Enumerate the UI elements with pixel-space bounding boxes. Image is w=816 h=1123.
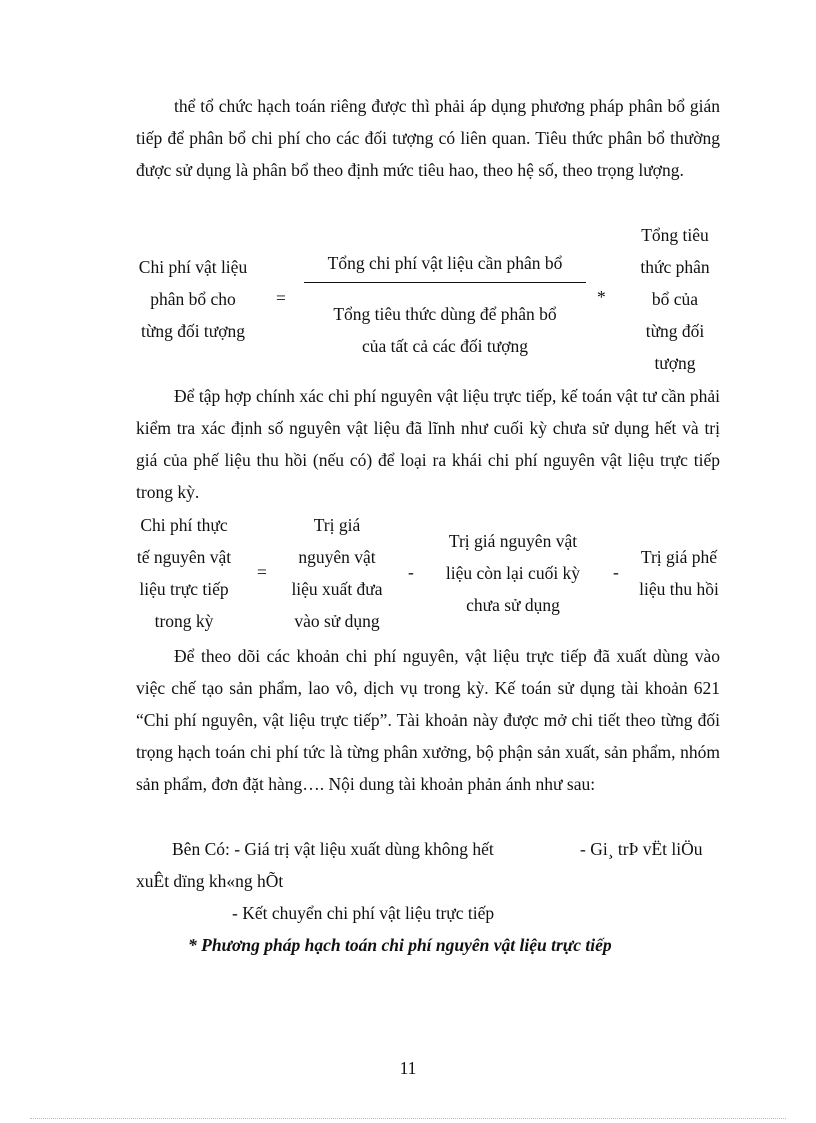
formula1-rhs-line: từng đối bbox=[645, 321, 705, 341]
formula2-lhs bbox=[124, 509, 244, 637]
formula1-lhs-line: từng đối tượng bbox=[140, 321, 246, 341]
formula2-term2 bbox=[425, 525, 601, 621]
formula2-term2-line: chưa sử dụng bbox=[466, 595, 560, 615]
footer-divider bbox=[30, 1118, 786, 1119]
formula2-term1-line: Trị giá bbox=[313, 515, 361, 535]
formula1-lhs bbox=[128, 251, 258, 347]
formula1-rhs-line: Tổng tiêu bbox=[641, 225, 709, 245]
section-heading: * Phương pháp hạch toán chi phí nguyên vật liệu trực tiếp bbox=[188, 935, 612, 955]
formula2-minus-1: - bbox=[408, 562, 414, 582]
formula1-lhs-line: Chi phí vật liệu bbox=[138, 257, 248, 277]
credit-side-line-1: Bên Có: - Giá trị vật liệu xuất dùng không hết bbox=[172, 839, 494, 859]
formula2-lhs-line: Chi phí thực bbox=[140, 515, 228, 535]
formula2-lhs-line: tế nguyên vật bbox=[136, 547, 232, 567]
formula1-rhs-line: tượng bbox=[654, 353, 696, 373]
formula1-equals: = bbox=[276, 288, 286, 308]
formula1-denominator-line: của tất cả các đối tượng bbox=[362, 336, 528, 356]
credit-side-line-3: - Kết chuyển chi phí vật liệu trực tiếp bbox=[232, 903, 495, 923]
formula2-term1 bbox=[278, 509, 396, 637]
formula1-rhs-line: bổ của bbox=[651, 289, 699, 309]
page-number: 11 bbox=[399, 1058, 417, 1078]
formula2-term3 bbox=[630, 541, 728, 605]
formula2-term1-line: liệu xuất đưa bbox=[291, 579, 383, 599]
paragraph-allocation-method: thể tổ chức hạch toán riêng được thì phải áp dụng phương pháp phân bổ gián tiếp để phân bổ chi phí cho các đối tượng có liên quan. Tiêu thức phân bổ thường được sử dụng là phân bổ theo định mức tiêu hao, theo hệ số, theo trọng lượng. bbox=[136, 96, 720, 180]
formula2-minus-2: - bbox=[613, 562, 619, 582]
formula2-term3-line: Trị giá phế bbox=[640, 547, 718, 567]
formula1-numerator: Tổng chi phí vật liệu cần phân bổ bbox=[327, 253, 563, 273]
credit-side-line-2: xuÊt dïng kh«ng hÕt bbox=[136, 871, 284, 891]
formula1-fraction-bar bbox=[304, 282, 586, 283]
formula2-term2-line: liệu còn lại cuối kỳ bbox=[445, 563, 581, 583]
formula2-term3-line: liệu thu hồi bbox=[639, 579, 719, 599]
formula2-term2-line: Trị giá nguyên vật bbox=[448, 531, 578, 551]
paragraph-account-621: Để theo dõi các khoản chi phí nguyên, vật liệu trực tiếp đã xuất dùng vào việc chế tạo sản phẩm, lao vô, dịch vụ trong kỳ. Kế toán sử dụng tài khoản 621 “Chi phí nguyên, vật liệu trực tiếp”. Tài khoản này được mở chi tiết theo từng đối trọng hạch toán chi phí tức là từng phân xưởng, bộ phận sản xuất, sản phẩm, nhóm sản phẩm, đơn đặt hàng…. Nội dung tài khoản phản ánh như sau: bbox=[136, 646, 720, 794]
formula1-rhs-line: thức phân bbox=[640, 257, 710, 277]
formula1-times: * bbox=[597, 287, 606, 307]
formula1-lhs-line: phân bổ cho bbox=[150, 289, 236, 309]
formula1-denominator bbox=[300, 298, 590, 362]
formula2-term1-line: nguyên vật bbox=[298, 547, 376, 567]
formula1-denominator-line: Tổng tiêu thức dùng để phân bổ bbox=[333, 304, 557, 324]
formula2-lhs-line: liệu trực tiếp bbox=[139, 579, 229, 599]
formula2-equals: = bbox=[257, 562, 267, 582]
formula2-lhs-line: trong kỳ bbox=[154, 611, 214, 631]
formula1-rhs bbox=[628, 219, 722, 379]
credit-side-line-1-garbled: - Gi¸ trÞ vËt liÖu bbox=[580, 839, 703, 859]
formula2-term1-line: vào sử dụng bbox=[294, 611, 380, 631]
paragraph-material-cost: Để tập hợp chính xác chi phí nguyên vật liệu trực tiếp, kế toán vật tư cần phải kiểm tra xác định số nguyên vật liệu đã lĩnh như cuối kỳ chưa sử dụng hết và trị giá của phế liệu thu hồi (nếu có) để loại ra khái chi phí nguyên vật liệu trực tiếp trong kỳ. bbox=[136, 386, 720, 502]
